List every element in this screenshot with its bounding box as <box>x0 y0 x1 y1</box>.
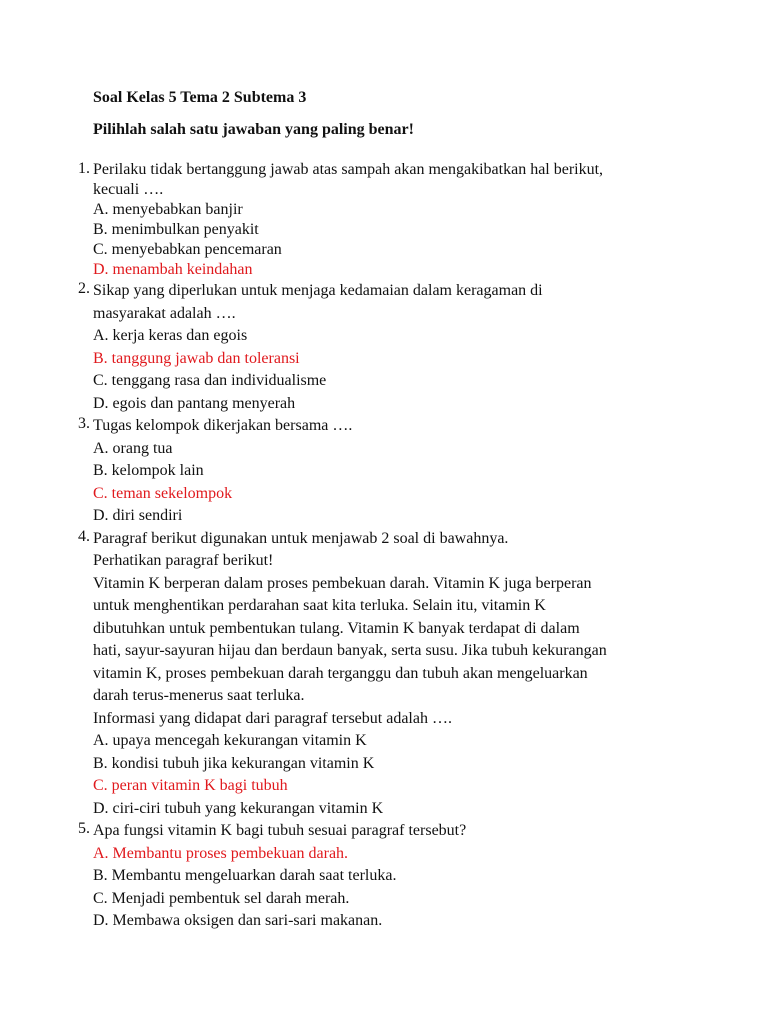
question-number: 5. <box>78 820 90 837</box>
question-text-line: Paragraf berikut digunakan untuk menjawab 2 soal di bawahnya. <box>93 529 509 547</box>
question-list <box>64 160 704 933</box>
answer-option: D. egois dan pantang menyerah <box>93 394 296 412</box>
answer-option: C. menyebabkan pencemaran <box>93 241 282 258</box>
answer-option: C. Menjadi pembentuk sel darah merah. <box>93 889 350 907</box>
page-title: Soal Kelas 5 Tema 2 Subtema 3 <box>93 89 307 106</box>
question-text-line: kecuali …. <box>93 181 164 198</box>
answer-option: A. kerja keras dan egois <box>93 327 248 344</box>
question-text-line: Sikap yang diperlukan untuk menjaga kedamaian dalam keragaman di <box>93 282 543 299</box>
question-text-line: Apa fungsi vitamin K bagi tubuh sesuai paragraf tersebut? <box>93 822 467 839</box>
correct-answer-option: A. Membantu proses pembekuan darah. <box>93 844 349 862</box>
answer-option: B. kondisi tubuh jika kekurangan vitamin K <box>93 754 375 772</box>
question-text-line: Tugas kelompok dikerjakan bersama …. <box>93 417 353 434</box>
question-text-line: Perhatikan paragraf berikut! <box>93 552 274 569</box>
answer-option: A. orang tua <box>93 439 173 457</box>
answer-option: B. menimbulkan penyakit <box>93 221 259 238</box>
question-text-line: hati, sayur-sayuran hijau dan berdaun banyak, serta susu. Jika tubuh kekurangan <box>93 642 607 659</box>
answer-option: A. upaya mencegah kekurangan vitamin K <box>93 732 367 749</box>
question-item <box>64 160 704 280</box>
question-item <box>64 415 704 528</box>
question-item <box>64 280 704 415</box>
question-number: 4. <box>78 527 90 545</box>
question-number: 3. <box>78 415 90 432</box>
answer-option: D. ciri-ciri tubuh yang kekurangan vitamin K <box>93 799 384 817</box>
correct-answer-option: D. menambah keindahan <box>93 261 253 278</box>
answer-option: D. diri sendiri <box>93 507 183 524</box>
question-text-line: dibutuhkan untuk pembentukan tulang. Vitamin K banyak terdapat di dalam <box>93 619 580 637</box>
question-text-line: darah terus-menerus saat terluka. <box>93 687 305 704</box>
answer-option: A. menyebabkan banjir <box>93 201 243 218</box>
correct-answer-option: C. teman sekelompok <box>93 484 233 502</box>
answer-option: B. kelompok lain <box>93 462 204 479</box>
answer-option: B. Membantu mengeluarkan darah saat terluka. <box>93 867 397 884</box>
question-text-line: Vitamin K berperan dalam proses pembekuan darah. Vitamin K juga berperan <box>93 574 592 592</box>
answer-option: C. tenggang rasa dan individualisme <box>93 372 327 389</box>
instruction-text: Pilihlah salah satu jawaban yang paling benar! <box>93 121 414 138</box>
correct-answer-option: B. tanggung jawab dan toleransi <box>93 349 300 367</box>
question-number: 2. <box>78 280 90 297</box>
question-text-line: Informasi yang didapat dari paragraf tersebut adalah …. <box>93 709 452 727</box>
question-text-line: Perilaku tidak bertanggung jawab atas sampah akan mengakibatkan hal berikut, <box>93 161 604 178</box>
question-text-line: untuk menghentikan perdarahan saat kita terluka. Selain itu, vitamin K <box>93 597 546 614</box>
answer-option: D. Membawa oksigen dan sari-sari makanan. <box>93 912 383 929</box>
question-item <box>64 820 704 933</box>
question-item <box>64 528 704 821</box>
correct-answer-option: C. peran vitamin K bagi tubuh <box>93 777 288 794</box>
question-text-line: masyarakat adalah …. <box>93 304 236 322</box>
question-number: 1. <box>78 160 90 177</box>
question-text-line: vitamin K, proses pembekuan darah terganggu dan tubuh akan mengeluarkan <box>93 664 588 682</box>
